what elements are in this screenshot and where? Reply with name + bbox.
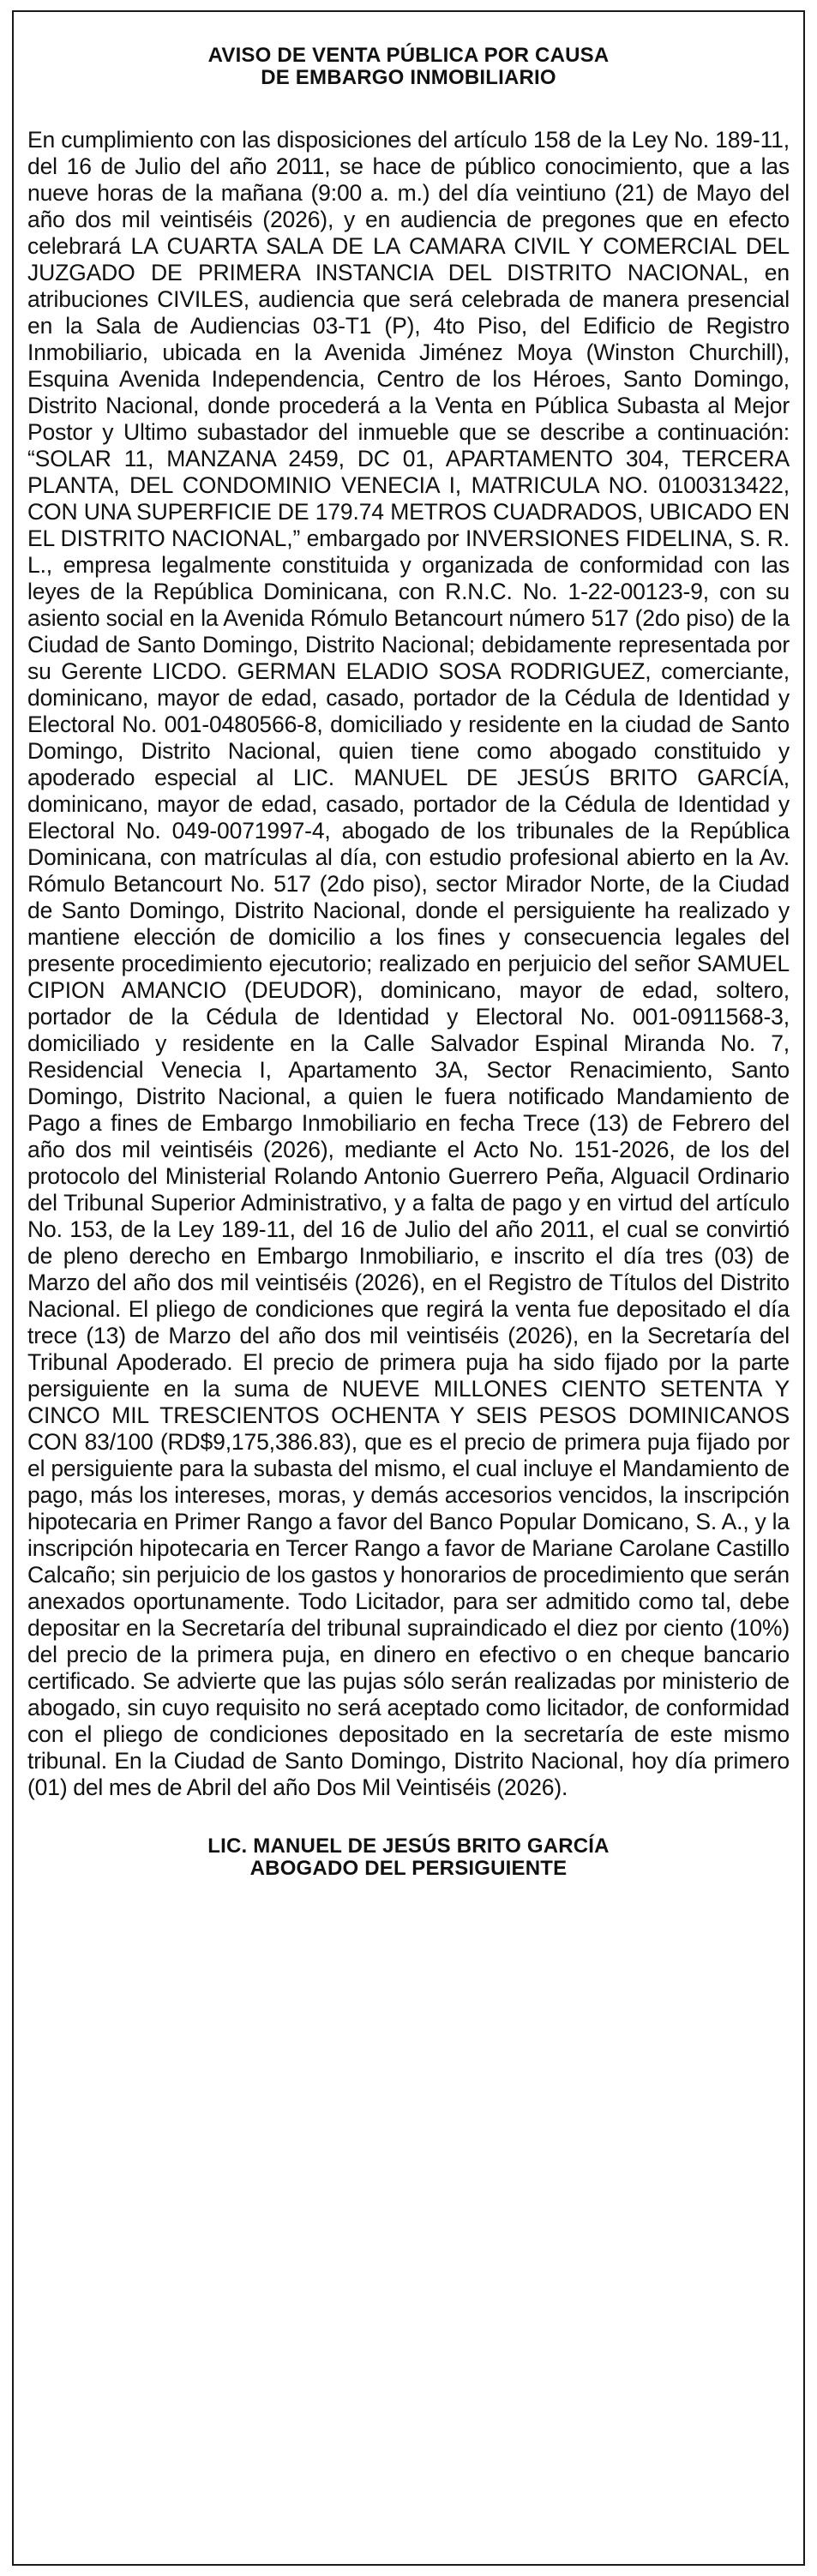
notice-frame (12, 10, 805, 2566)
notice-body-paragraph: En cumplimiento con las disposiciones del artículo 158 de la Ley No. 189-11, del 16 de Julio del año 2011, se hace de público conocimiento, que a las nueve horas de la mañana (9:00 a. m.) del día veintiuno (21) de Mayo del año dos mil veintiséis (2026), y en audiencia de pregones que en efecto celebrará LA CUARTA SALA DE LA CAMARA CIVIL Y COMERCIAL DEL JUZGADO DE PRIMERA INSTANCIA DEL DISTRITO NACIONAL, en atribuciones CIVILES, audiencia que será celebrada de manera presencial en la Sala de Audiencias 03-T1 (P), 4to Piso, del Edificio de Registro Inmobiliario, ubicada en la Avenida Jiménez Moya (Winston Churchill), Esquina Avenida Independencia, Centro de los Héroes, Santo Domingo, Distrito Nacional, donde procederá a la Venta en Pública Subasta al Mejor Postor y Ultimo subastador del inmueble que se describe a continuación: “SOLAR 11, MANZANA 2459, DC 01, APARTAMENTO 304, TERCERA PLANTA, DEL CONDOMINIO VENECIA I, MATRICULA NO. 0100313422, CON UNA SUPERFICIE DE 179.74 METROS CUADRADOS, UBICADO EN EL DISTRITO NACIONAL,” embargado por INVERSIONES FIDELINA, S. R. L., empresa legalmente constituida y organizada de conformidad con las leyes de la República Dominicana, con R.N.C. No. 1-22-00123-9, con su asiento social en la Avenida Rómulo Betancourt número 517 (2do piso) de la Ciudad de Santo Domingo, Distrito Nacional; debidamente representada por su Gerente LICDO. GERMAN ELADIO SOSA RODRIGUEZ, comerciante, dominicano, mayor de edad, casado, portador de la Cédula de Identidad y Electoral No. 001-0480566-8, domiciliado y residente en la ciudad de Santo Domingo, Distrito Nacional, quien tiene como abogado constituido y apoderado especial al LIC. MANUEL DE JESÚS BRITO GARCÍA, dominicano, mayor de edad, casado, portador de la Cédula de Identidad y Electoral No. 049-0071997-4, abogado de los tribunales de la República Dominicana, con matrículas al día, con estudio profesional abierto en la Av. Rómulo Betancourt No. 517 (2do piso), sector Mirador Norte, de la Ciudad de Santo Domingo, Distrito Nacional, donde el persiguiente ha realizado y mantiene elección de domicilio a los fines y consecuencia legales del presente procedimiento ejecutorio; realizado en perjuicio del señor SAMUEL CIPION AMANCIO (DEUDOR), dominicano, mayor de edad, soltero, portador de la Cédula de Identidad y Electoral No. 001-0911568-3, domiciliado y residente en la Calle Salvador Espinal Miranda No. 7, Residencial Venecia I, Apartamento 3A, Sector Renacimiento, Santo Domingo, Distrito Nacional, a quien le fuera notificado Mandamiento de Pago a fines de Embargo Inmobiliario en fecha Trece (13) de Febrero del año dos mil veintiséis (2026), mediante el Acto No. 151-2026, de los del protocolo del Ministerial Rolando Antonio Guerrero Peña, Alguacil Ordinario del Tribunal Superior Administrativo, y a falta de pago y en virtud del artículo No. 153, de la Ley 189-11, del 16 de Julio del año 2011, el cual se convirtió de pleno derecho en Embargo Inmobiliario, e inscrito el día tres (03) de Marzo del año dos mil veintiséis (2026), en el Registro de Títulos del Distrito Nacional. El pliego de condiciones que regirá la venta fue depositado el día trece (13) de Marzo del año dos mil veintiséis (2026), en la Secretaría del Tribunal Apoderado. El precio de primera puja ha sido fijado por la parte persiguiente en la suma de NUEVE MILLONES CIENTO SETENTA Y CINCO MIL TRESCIENTOS OCHENTA Y SEIS PESOS DOMINICANOS CON 83/100 (RD$9,175,386.83), que es el precio de primera puja fijado por el persiguiente para la subasta del mismo, el cual incluye el Mandamiento de pago, más los intereses, moras, y demás accesorios vencidos, la inscripción hipotecaria en Primer Rango a favor del Banco Popular Domicano, S. A., y la inscripción hipotecaria en Tercer Rango a favor de Mariane Carolane Castillo Calcaño; sin perjuicio de los gastos y honorarios de procedimiento que serán anexados oportunamente. Todo Licitador, para ser admitido como tal, debe depositar en la Secretaría del tribunal supraindicado el diez por ciento (10%) del precio de la primera puja, en dinero en efectivo o en cheque bancario certificado. Se advierte que las pujas sólo serán realizadas por ministerio de abogado, sin cuyo requisito no será aceptado como licitador, de conformidad con el pliego de condiciones depositado en la secretaría de este mismo tribunal. En la Ciudad de Santo Domingo, Distrito Nacional, hoy día primero (01) del mes de Abril del año Dos Mil Veintiséis (2026). (27, 127, 790, 1800)
notice-title (27, 45, 790, 89)
notice-title-line-1: AVISO DE VENTA PÚBLICA POR CAUSA (207, 44, 610, 67)
notice-title-line-2: DE EMBARGO INMOBILIARIO (261, 66, 556, 89)
notice-content (27, 45, 790, 1880)
notice-signature (27, 1835, 790, 1880)
signature-role: ABOGADO DEL PERSIGUIENTE (249, 1857, 568, 1880)
signature-name: LIC. MANUEL DE JESÚS BRITO GARCÍA (207, 1834, 610, 1858)
